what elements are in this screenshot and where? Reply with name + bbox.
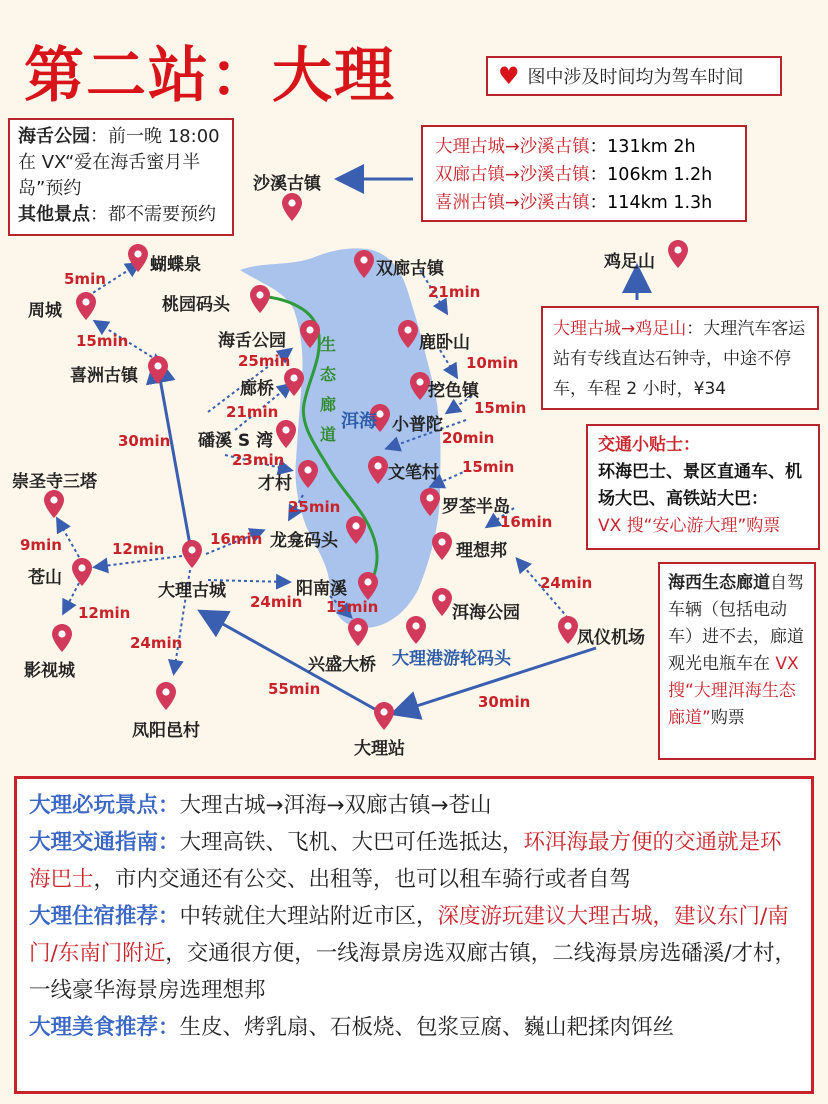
summary-food (29, 1009, 799, 1046)
time-label: 9min (20, 536, 62, 554)
pin-taoyuan[interactable] (250, 285, 270, 313)
label-hudiequan: 蝴蝶泉 (150, 255, 201, 275)
summary-text: ，交通很方便，一线海景房选双廊古镇，二线海景房选磻溪/才村，一线豪华海景房选理想邦 (29, 941, 796, 1003)
summary-text: 中转就住大理站附近市区， (179, 904, 438, 929)
heart-icon: ♥ (498, 62, 520, 90)
summary-heading: 大理住宿推荐： (29, 904, 180, 929)
jizushan-text: ：大理汽车客运站有专线直达石钟寺，中途不停车，车程 2 小时，¥34 (553, 319, 806, 399)
corridor-text: 自驾车辆（包括电动车）进不去，廊道观光电瓶车在 (668, 573, 804, 674)
summary-text: 大理高铁、飞机、大巴可任选抵达， (179, 830, 524, 855)
label-dali: 大理古城 (158, 581, 226, 601)
label-longkan: 龙龛码头 (270, 531, 338, 551)
label-wase: 挖色镇 (428, 381, 479, 401)
time-note-text: 图中涉及时间均为驾车时间 (527, 67, 744, 88)
label-fengyang: 凤阳邑村 (132, 721, 200, 741)
summary-heading: 大理必玩景点： (29, 793, 180, 818)
time-label: 16min (500, 513, 553, 531)
label-xizhou: 喜洲古镇 (70, 366, 138, 386)
route-detail: ：114km 1.3h (589, 193, 713, 213)
jizushan-route: 大理古城→鸡足山 (553, 319, 687, 339)
haishe-label: 海舌公园 (18, 126, 90, 147)
pin-zhoucheng[interactable] (76, 292, 96, 320)
label-xingsheng: 兴盛大桥 (308, 655, 376, 675)
time-label: 24min (250, 593, 303, 611)
label-panxi: 磻溪 S 湾 (198, 431, 274, 451)
pin-dali[interactable] (182, 540, 202, 568)
pin-shaxi[interactable] (282, 193, 302, 221)
time-label: 16min (210, 530, 263, 548)
tips-action: VX 搜“安心游大理”购票 (598, 516, 781, 536)
summary-text: 生皮、烤乳扇、石板烧、包浆豆腐、巍山耙揉肉饵丝 (179, 1015, 675, 1040)
summary-highlight: 环洱海最方便的交通就是环海巴士 (29, 830, 782, 892)
corridor-char: 廊 (320, 395, 337, 414)
label-taoyuan: 桃园码头 (162, 295, 230, 315)
corridor-action: VX 搜“大理洱海生态廊道” (668, 654, 799, 728)
haishe-text-2: 在 VX“爱在海舌蜜月半 (18, 152, 201, 173)
summary-text: 大理古城→洱海→双廊古镇→苍山 (179, 793, 492, 818)
time-label: 15min (76, 332, 129, 350)
other-text: ：都不需要预约 (90, 204, 216, 225)
summary-highlight: 深度游玩建议大理古城，建议东门/南门/东南门附近 (29, 904, 789, 966)
route-detail: ：106km 1.2h (589, 165, 713, 185)
pin-chongsheng[interactable] (44, 490, 64, 518)
label-airport: 凤仪机场 (577, 628, 645, 648)
corridor-char: 道 (320, 425, 337, 444)
tips-title: 交通小贴士： (598, 435, 700, 455)
tips-body: 环海巴士、景区直通车、机场大巴、高铁站大巴： (598, 462, 802, 509)
haishe-text-3: 岛”预约 (18, 178, 82, 199)
summary-transport (29, 824, 799, 898)
pin-hudiequan[interactable] (128, 244, 148, 272)
route-name: 双廊古镇→沙溪古镇 (435, 165, 590, 185)
time-label: 25min (238, 352, 291, 370)
time-label: 21min (226, 403, 279, 421)
pin-cangshan[interactable] (72, 558, 92, 586)
summary-heading: 大理交通指南： (29, 830, 180, 855)
time-label: 24min (130, 634, 183, 652)
route-detail: ：131km 2h (589, 137, 696, 157)
corridor-label (320, 330, 342, 450)
corridor-char: 态 (320, 365, 337, 384)
other-label: 其他景点 (18, 204, 90, 225)
summary-heading: 大理美食推荐： (29, 1015, 180, 1040)
label-yangnanxi: 阳南溪 (296, 579, 347, 599)
time-label: 20min (442, 429, 495, 447)
corridor-title: 海西生态廊道 (668, 573, 770, 593)
pin-yingshi[interactable] (52, 624, 72, 652)
time-label: 12min (112, 540, 165, 558)
label-caicun: 才村 (258, 474, 292, 494)
corridor-char: 生 (320, 335, 337, 354)
pin-dalistation[interactable] (374, 702, 394, 730)
label-luoquan: 罗荃半岛 (442, 497, 510, 517)
route-name: 大理古城→沙溪古镇 (435, 137, 590, 157)
label-jizushan: 鸡足山 (604, 252, 655, 272)
time-label: 30min (118, 432, 171, 450)
page-title: 第二站：大理 (24, 41, 396, 111)
time-label: 30min (478, 693, 531, 711)
lake-char: 洱海 (341, 411, 377, 432)
summary-text: ，市内交通还有公交、出租等，也可以租车骑行或者自驾 (93, 867, 632, 892)
summary-spots (29, 787, 799, 824)
label-gangyou: 大理港游轮码头 (392, 649, 511, 669)
label-luwoshan: 鹿卧山 (419, 333, 470, 353)
time-label: 25min (288, 498, 341, 516)
label-yingshi: 影视城 (24, 661, 75, 681)
label-lixiang: 理想邦 (456, 541, 507, 561)
pin-airport[interactable] (558, 616, 578, 644)
pin-lixiang[interactable] (432, 532, 452, 560)
label-shuanglang: 双廊古镇 (376, 259, 444, 279)
time-label: 15min (326, 598, 379, 616)
label-dalistation: 大理站 (354, 739, 405, 759)
time-label: 5min (64, 270, 106, 288)
pin-gangyou[interactable] (406, 616, 426, 644)
time-label: 21min (428, 283, 481, 301)
label-erhaipark: 洱海公园 (452, 603, 520, 623)
pin-panxi[interactable] (276, 420, 296, 448)
time-label: 15min (474, 399, 527, 417)
time-label: 24min (540, 574, 593, 592)
haishe-text: ：前一晚 18:00 (90, 126, 220, 147)
label-zhoucheng: 周城 (28, 301, 62, 321)
pin-erhaipark[interactable] (432, 588, 452, 616)
label-shaxi: 沙溪古镇 (253, 174, 321, 194)
label-chongsheng: 崇圣寺三塔 (12, 472, 97, 492)
label-xiaoputuo: 小普陀 (392, 415, 443, 435)
label-cangshan: 苍山 (28, 568, 62, 588)
time-label: 10min (466, 354, 519, 372)
pin-jizushan[interactable] (668, 240, 688, 268)
label-wenbi: 文笔村 (388, 463, 439, 483)
time-label: 12min (78, 604, 131, 622)
label-haishe: 海舌公园 (218, 331, 286, 351)
route-name: 喜洲古镇→沙溪古镇 (435, 193, 590, 213)
corridor-text-2: 购票 (710, 708, 745, 728)
summary-lodging (29, 898, 799, 1009)
summary-panel (14, 776, 814, 1094)
label-langqiao: 廊桥 (240, 379, 274, 399)
time-label: 23min (232, 451, 285, 469)
pin-xingsheng[interactable] (348, 618, 368, 646)
time-label: 55min (268, 680, 321, 698)
pin-fengyang[interactable] (156, 682, 176, 710)
pin-xizhou[interactable] (148, 356, 168, 384)
time-label: 15min (462, 458, 515, 476)
